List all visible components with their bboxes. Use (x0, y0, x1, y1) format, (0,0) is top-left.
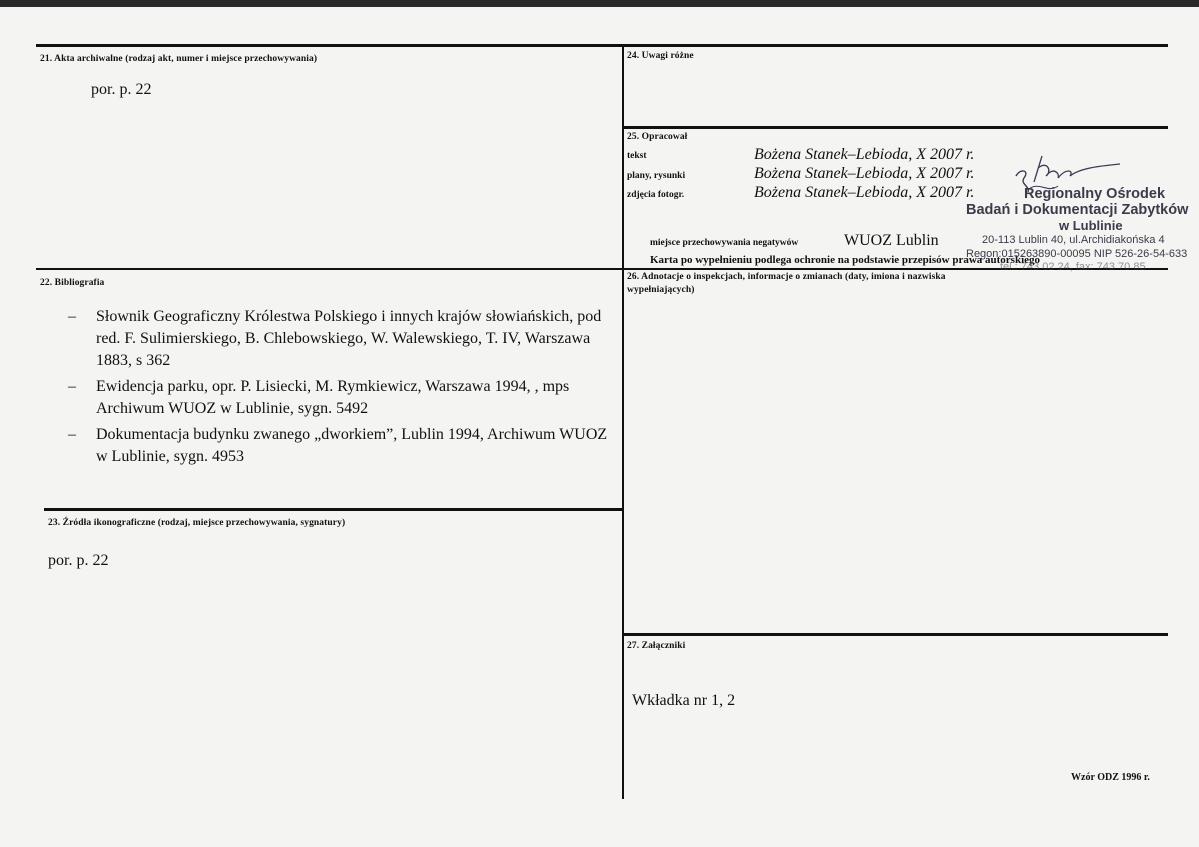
storage-label: miejsce przechowywania negatywów (650, 238, 799, 248)
section-22-header: 22. Bibliografia (40, 278, 105, 288)
dash-bullet: – (68, 308, 76, 325)
bibliography-item-text: Ewidencja parku, opr. P. Lisiecki, M. Rymkiewicz, Warszawa 1994, , mps Archiwum WUOZ w Lublinie, sygn. 5492 (96, 378, 570, 417)
stamp-line-3: w Lublinie (1059, 218, 1123, 233)
stamp-line-2: Badań i Dokumentacji Zabytków (966, 202, 1189, 218)
section-24-header: 24. Uwagi różne (627, 51, 694, 61)
bibliography-item (68, 306, 613, 372)
value-zdjecia: Bożena Stanek–Lebioda, X 2007 r. (754, 184, 975, 201)
section-27-text: Wkładka nr 1, 2 (632, 692, 736, 709)
bibliography-item (68, 424, 613, 468)
label-tekst: tekst (627, 151, 647, 161)
dash-bullet: – (68, 426, 76, 443)
section-21-header: 21. Akta archiwalne (rodzaj akt, numer i miejsce przechowywania) (40, 54, 318, 64)
rule-22 (36, 268, 624, 270)
rule-27 (623, 633, 1168, 636)
top-rule-right (623, 44, 1168, 47)
section-25-header: 25. Opracował (627, 132, 688, 142)
section-21-text: por. p. 22 (91, 81, 152, 98)
top-rule-left (36, 44, 626, 47)
label-zdjecia: zdjęcia fotogr. (627, 190, 685, 200)
stamp-line-1: Regionalny Ośrodek (1024, 186, 1166, 202)
rule-25 (623, 126, 1168, 129)
section-26-header: 26. Adnotacje o inspekcjach, informacje o zmianach (daty, imiona i nazwiska (627, 272, 946, 282)
storage-value: WUOZ Lublin (844, 232, 939, 249)
section-26-header-cont: wypełniających) (627, 285, 695, 295)
section-23-header: 23. Źródła ikonograficzne (rodzaj, miejsce przechowywania, sygnatury) (48, 518, 346, 528)
stamp-line-5: Regon:015263890-00095 NIP 526-26-54-633 (966, 248, 1188, 260)
section-27-header: 27. Załączniki (627, 641, 686, 651)
scan-edge (0, 0, 1199, 7)
stamp-line-4: 20-113 Lublin 40, ul.Archidiakońska 4 (982, 234, 1165, 246)
column-divider (622, 44, 624, 799)
form-id: Wzór ODZ 1996 r. (1071, 772, 1150, 783)
bibliography-list (68, 306, 613, 472)
section-23-text: por. p. 22 (48, 552, 109, 569)
dash-bullet: – (68, 378, 76, 395)
copyright-note: Karta po wypełnieniu podlega ochronie na podstawie przepisów prawa autorskiego (650, 254, 1041, 266)
value-plany: Bożena Stanek–Lebioda, X 2007 r. (754, 165, 975, 182)
bibliography-item-text: Słownik Geograficzny Królestwa Polskiego i innych krajów słowiańskich, pod red. F. Sulimierskiego, B. Chlebowskiego, W. Walewskiego, T. IV, Warszawa 1883, s 362 (96, 308, 602, 369)
bibliography-item-text: Dokumentacja budynku zwanego „dworkiem”, Lublin 1994, Archiwum WUOZ w Lublinie, sygn. 4953 (96, 426, 608, 465)
value-tekst: Bożena Stanek–Lebioda, X 2007 r. (754, 146, 975, 163)
label-plany: plany, rysunki (627, 171, 686, 181)
stamp-line-6: tel.: 743 02 24, fax: 743 70 85 (1000, 261, 1146, 273)
bibliography-item (68, 376, 613, 420)
rule-23 (44, 508, 624, 511)
